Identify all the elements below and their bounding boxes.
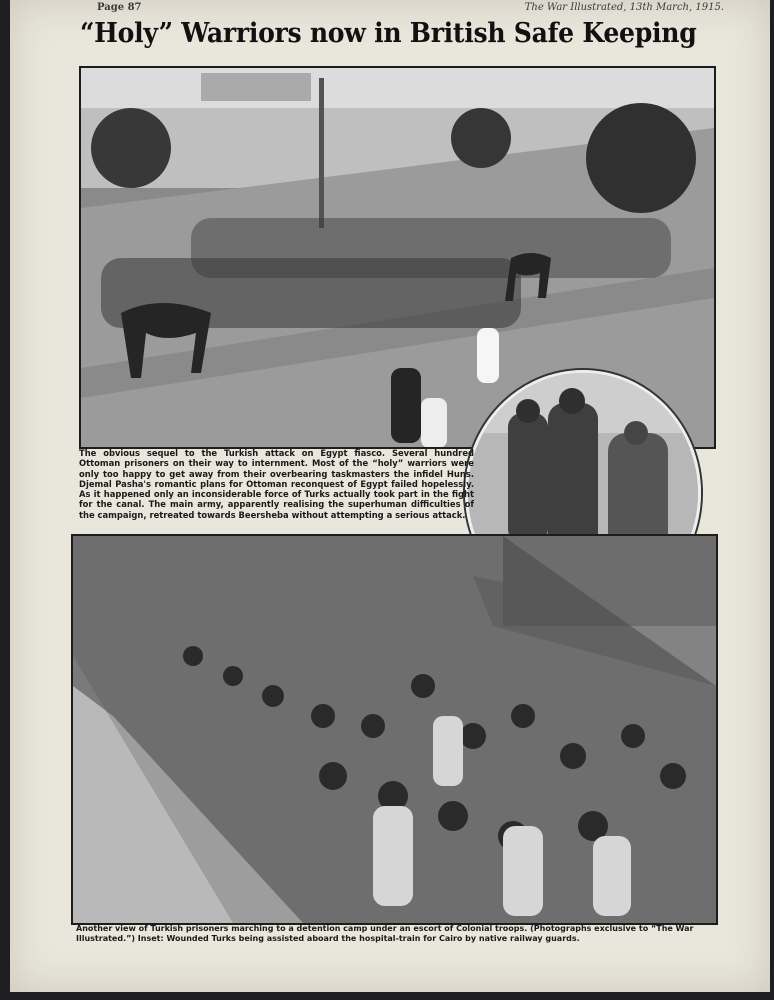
top-photo-caption: The obvious sequel to the Turkish attack on Egypt fiasco. Several hundred Ottoman prisoners on their way to internment. Most of the “holy” warriors were only too happy to get away from their overbearing taskmasters the infidel Huns. Djemal Pasha's romantic plans for Ottoman reconquest of Egypt failed hopelessly. As it happened only an inconsiderable force of Turks actually took part in the fight for the canal. The main army, apparently realising the superhuman difficulties of the campaign, retreated towards Beersheba without attempting a serious attack.	[79, 448, 474, 520]
publication-line: The War Illustrated, 13th March, 1915.	[524, 2, 724, 13]
marching-photo-drawing	[73, 536, 716, 923]
headline: “Holy” Warriors now in British Safe Keeping	[80, 18, 697, 49]
prisoners-marching-photo	[71, 534, 718, 925]
page-number: Page 87	[97, 2, 142, 13]
bottom-photo-caption: Another view of Turkish prisoners marching to a detention camp under an escort of Colonial troops. (Photographs exclusive to “The War Illustrated.”) Inset: Wounded Turks being assisted aboard the hospital-train for Cairo by native railway guards.	[76, 924, 694, 943]
